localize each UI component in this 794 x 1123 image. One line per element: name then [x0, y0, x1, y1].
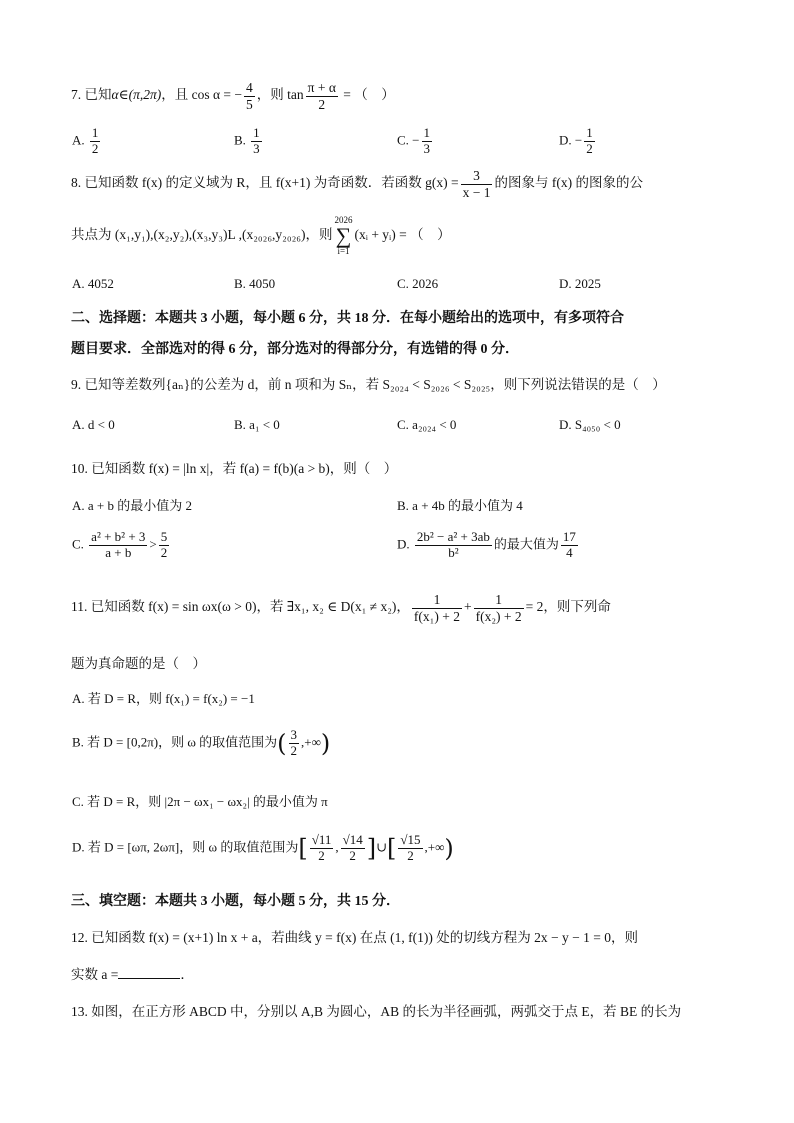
q12-stem-c: ．	[180, 967, 194, 982]
q7-tan-num: π + α	[307, 80, 336, 95]
q7-cos-den: 5	[246, 96, 253, 112]
option-fraction	[422, 126, 433, 157]
q7-stem	[71, 80, 724, 112]
q7-tan-den: 2	[318, 96, 326, 112]
option-label: D.	[397, 536, 410, 552]
fraction-den: 2	[290, 742, 298, 758]
fraction-num: √14	[342, 832, 363, 847]
q9-option-a: A. d < 0	[72, 417, 115, 432]
q11-option-d: D. 若 D = [ωπ, 2ωπ]，则 ω 的取值范围为[ $\frac{√11}{2}$ , $\frac{√14}{2}$ ]∪[ $\frac{√15}{2}$ ,+∞)	[72, 832, 454, 863]
option-label: A.	[72, 132, 85, 148]
right-paren: )	[320, 729, 331, 758]
q11-stem-line1	[71, 592, 724, 624]
fraction-den: 4	[566, 544, 573, 560]
section2-header-line1: 二、选择题：本题共 3 小题，每小题 6 分，共 18 分．在每小题给出的选项中，有多项符合	[71, 311, 624, 326]
section2-header-line2: 题目要求．全部选对的得 6 分，部分选对的得部分分，有选错的得 0 分．	[71, 342, 519, 357]
q8-stem-b: 的图象与 f(x) 的图象的公	[494, 175, 643, 191]
option-den: 2	[586, 140, 593, 156]
fraction-den: 2	[160, 544, 168, 560]
q9-option-d: D. S₄₀₅₀ < 0	[559, 417, 621, 432]
option-sign: −	[574, 132, 583, 148]
right-bracket: ]	[366, 834, 377, 863]
q11-d-frac2	[341, 833, 365, 864]
sum-upper: 2026	[334, 215, 353, 225]
q10-d-fraction	[415, 530, 492, 561]
q7-stem-a: 7. 已知	[71, 87, 112, 103]
option-den: 2	[91, 140, 99, 156]
q8-sum-symbol	[334, 216, 352, 256]
option-label: B.	[234, 132, 246, 148]
answer-blank[interactable]	[118, 966, 180, 979]
q7-cos-num: 4	[246, 80, 253, 95]
q7-stem-c: ，则 tan	[256, 87, 304, 103]
option-den: 3	[423, 140, 431, 156]
sum-lower: i=1	[337, 246, 350, 256]
q8-option-d: D. 2025	[559, 276, 601, 291]
fraction-den: f(x₁) + 2	[413, 608, 460, 624]
q10-d-rhs-fraction	[561, 530, 578, 561]
option-label: C.	[72, 536, 84, 552]
option-fraction	[584, 126, 595, 157]
q10-option-a: A. a + b 的最小值为 2	[72, 498, 192, 513]
fraction-num: a² + b² + 3	[91, 529, 146, 544]
q10-stem: 10. 已知函数 f(x) = |ln x|，若 f(a) = f(b)(a > b)，则（ ）	[71, 461, 398, 476]
fraction-num: √11	[311, 832, 332, 847]
q8-g-fraction	[461, 168, 493, 200]
option-label: C.	[397, 132, 409, 148]
fraction-den: 2	[349, 847, 356, 863]
q11-option-b	[72, 728, 330, 759]
q11-stem-b: = 2，则下列命	[525, 599, 611, 615]
right-paren: )	[444, 834, 454, 863]
fraction-num: 2b² − a² + 3ab	[416, 529, 490, 544]
q8-stem-a: 8. 已知函数 f(x) 的定义域为 R，且 f(x+1) 为奇函数．若函数 g(x) =	[71, 175, 459, 191]
option-sign: −	[412, 132, 420, 148]
q8-stem-line2	[71, 216, 724, 256]
q10-c-rhs-fraction	[159, 530, 170, 561]
fraction-den: 2	[407, 847, 414, 863]
q7-condition: α∈(π,2π)	[111, 87, 162, 103]
q9-stem: 9. 已知等差数列{aₙ}的公差为 d，前 n 项和为 Sₙ，若 S₂₀₂₄ < S₂₀₂₆ < S₂₀₂₅，则下列说法错误的是（ ）	[71, 377, 666, 392]
q11-option-a: A. 若 D = R，则 f(x₁) = f(x₂) = −1	[72, 691, 255, 706]
option-text: B. 若 D = [0,2π)，则 ω 的取值范围为	[72, 734, 278, 750]
left-paren: (	[277, 729, 287, 758]
q9-option-c: C. a₂₀₂₄ < 0	[397, 417, 457, 432]
q8-stem-d: (xᵢ + yᵢ) = （ ）	[354, 227, 451, 243]
q11-b-fraction	[289, 728, 300, 759]
fraction-den: 2	[318, 847, 325, 863]
q11-stem-line2: 题为真命题的是（ ）	[71, 656, 206, 671]
q8-stem-c: 共点为 (x₁,y₁),(x₂,y₂),(x₃,y₃)L ,(x₂₀₂₆,y₂₀₂₆)，则	[71, 227, 333, 243]
q7-stem-d: = （ ）	[339, 87, 395, 103]
interval-tail: ,+∞	[301, 734, 321, 750]
q7-option-c	[397, 126, 434, 157]
fraction-den: a + b	[105, 544, 132, 560]
q11-f2-fraction	[474, 592, 524, 624]
relation: >	[149, 536, 157, 552]
q7-stem-b: ，且 cos α = −	[161, 87, 243, 103]
q11-d-frac1	[310, 833, 334, 864]
q12-stem-line1: 12. 已知函数 f(x) = (x+1) ln x + a，若曲线 y = f(x) 在点 (1, f(1)) 处的切线方程为 2x − y − 1 = 0，则	[71, 930, 638, 945]
q11-d-frac3	[398, 833, 422, 864]
q10-option-c	[72, 530, 171, 561]
interval-tail: ,+∞	[424, 839, 445, 855]
option-fraction	[90, 126, 101, 157]
q11-stem-a: 11. 已知函数 f(x) = sin ωx(ω > 0)，若 ∃x₁, x₂ ∈ D(x₁ ≠ x₂)，	[71, 599, 410, 615]
fraction-num: √15	[400, 832, 421, 847]
q9-option-b: B. a₁ < 0	[234, 417, 280, 432]
q7-option-d	[559, 126, 597, 157]
section3-header: 三、填空题：本题共 3 小题，每小题 5 分，共 15 分．	[71, 894, 400, 909]
q7-option-a	[72, 126, 102, 157]
q7-cos-fraction	[244, 80, 255, 112]
fraction-num: 1	[474, 592, 524, 609]
q8-g-den: x − 1	[462, 184, 491, 200]
option-num: 1	[586, 125, 593, 140]
q11-f1-fraction	[412, 592, 462, 624]
q8-option-c: C. 2026	[397, 276, 439, 291]
option-den: 3	[253, 140, 260, 156]
q8-option-a: A. 4052	[72, 276, 114, 291]
left-bracket: [	[387, 834, 397, 863]
option-fraction	[251, 126, 262, 157]
fraction-den: b²	[448, 544, 459, 560]
fraction-num: 3	[290, 727, 298, 742]
left-bracket: [	[298, 834, 308, 863]
q7-option-b	[234, 126, 264, 157]
fraction-num: 5	[160, 529, 168, 544]
q7-tan-fraction	[306, 80, 338, 112]
q11-option-c: C. 若 D = R，则 |2π − ωx₁ − ωx₂| 的最小值为 π	[72, 794, 328, 809]
q8-g-num: 3	[461, 168, 493, 185]
sigma-icon: ∑	[335, 223, 352, 248]
union-symbol: ∪	[376, 839, 388, 855]
q12-stem-b: 实数 a =	[71, 967, 119, 982]
option-num: 1	[91, 125, 99, 140]
fraction-num: 1	[412, 592, 462, 609]
q10-option-d	[397, 530, 580, 561]
q8-option-b: B. 4050	[234, 276, 276, 291]
option-text: D. 若 D = [ωπ, 2ωπ]，则 ω 的取值范围为	[72, 839, 299, 855]
plus-sign: +	[463, 599, 472, 615]
q10-c-fraction	[89, 530, 147, 561]
option-text: 的最大值为	[493, 536, 559, 552]
option-num: 1	[423, 125, 431, 140]
option-num: 1	[253, 125, 260, 140]
fraction-num: 17	[562, 529, 576, 544]
option-label: D.	[559, 132, 572, 148]
q8-stem-line1	[71, 168, 724, 200]
q13-stem: 13. 如图，在正方形 ABCD 中，分别以 A,B 为圆心，AB 的长为半径画弧，两弧交于点 E，若 BE 的长为	[71, 1004, 682, 1019]
q10-option-b: B. a + 4b 的最小值为 4	[397, 498, 523, 513]
q12-stem-line2	[71, 963, 724, 983]
fraction-den: f(x₂) + 2	[475, 608, 522, 624]
